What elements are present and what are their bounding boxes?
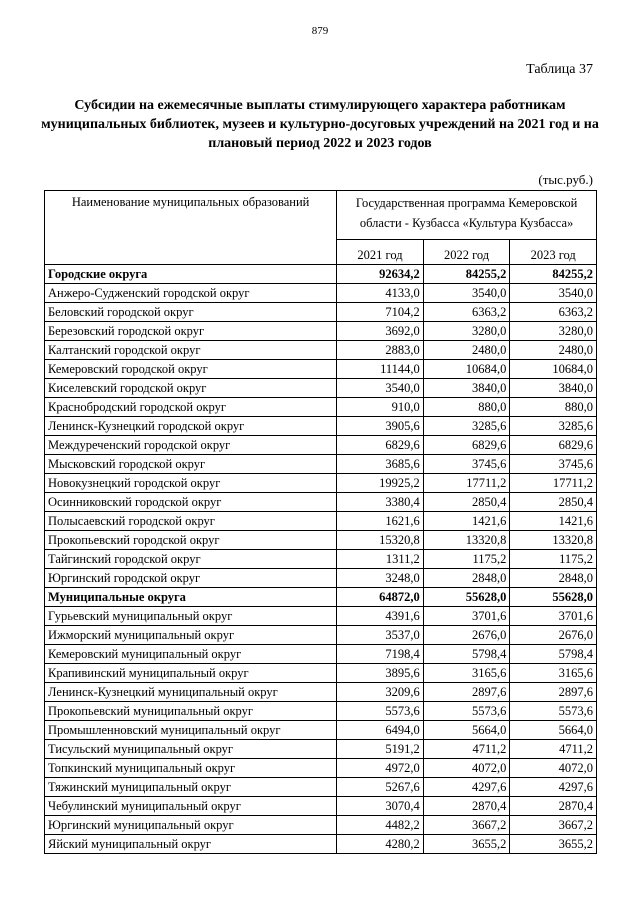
value-2023: 880,0 xyxy=(510,398,597,417)
table-row xyxy=(45,322,597,341)
value-2021: 7104,2 xyxy=(337,303,424,322)
value-2021: 3905,6 xyxy=(337,417,424,436)
municipality-name: Полысаевский городской округ xyxy=(45,512,337,531)
value-2022: 2676,0 xyxy=(423,626,510,645)
value-2022: 55628,0 xyxy=(423,588,510,607)
table-row xyxy=(45,398,597,417)
value-2023: 2870,4 xyxy=(510,797,597,816)
value-2021: 3895,6 xyxy=(337,664,424,683)
subsidies-table xyxy=(44,190,597,854)
value-2023: 2897,6 xyxy=(510,683,597,702)
value-2022: 5573,6 xyxy=(423,702,510,721)
header-year-2023: 2023 год xyxy=(510,240,597,265)
table-row xyxy=(45,816,597,835)
value-2022: 2850,4 xyxy=(423,493,510,512)
table-row xyxy=(45,607,597,626)
value-2021: 7198,4 xyxy=(337,645,424,664)
value-2021: 910,0 xyxy=(337,398,424,417)
group-row xyxy=(45,265,597,284)
header-year-2021: 2021 год xyxy=(337,240,424,265)
table-row xyxy=(45,645,597,664)
value-2022: 3701,6 xyxy=(423,607,510,626)
value-2023: 55628,0 xyxy=(510,588,597,607)
value-2023: 13320,8 xyxy=(510,531,597,550)
table-row xyxy=(45,417,597,436)
value-2023: 3840,0 xyxy=(510,379,597,398)
header-name-column: Наименование муниципальных образований xyxy=(45,191,337,265)
municipality-name: Новокузнецкий городской округ xyxy=(45,474,337,493)
value-2022: 2848,0 xyxy=(423,569,510,588)
municipality-name: Анжеро-Судженский городской округ xyxy=(45,284,337,303)
municipality-name: Топкинский муниципальный округ xyxy=(45,759,337,778)
value-2022: 880,0 xyxy=(423,398,510,417)
value-2021: 11144,0 xyxy=(337,360,424,379)
value-2021: 6494,0 xyxy=(337,721,424,740)
value-2022: 3540,0 xyxy=(423,284,510,303)
municipality-name: Промышленновский муниципальный округ xyxy=(45,721,337,740)
table-row xyxy=(45,702,597,721)
value-2021: 92634,2 xyxy=(337,265,424,284)
table-row xyxy=(45,778,597,797)
table-row xyxy=(45,303,597,322)
table-row xyxy=(45,721,597,740)
page-number: 879 xyxy=(311,25,329,37)
document-title: Субсидии на ежемесячные выплаты стимулирующего характера работникам муниципальных библиотек, музеев и культурно-досуговых учреждений на 2021 год и на плановый период 2022 и 2023 годов xyxy=(41,98,599,151)
value-2022: 13320,8 xyxy=(423,531,510,550)
table-row xyxy=(45,493,597,512)
value-2022: 5798,4 xyxy=(423,645,510,664)
municipality-name: Крапивинский муниципальный округ xyxy=(45,664,337,683)
value-2023: 5664,0 xyxy=(510,721,597,740)
municipality-name: Тяжинский муниципальный округ xyxy=(45,778,337,797)
municipality-name: Тисульский муниципальный округ xyxy=(45,740,337,759)
value-2023: 2850,4 xyxy=(510,493,597,512)
table-row xyxy=(45,664,597,683)
municipality-name: Прокопьевский городской округ xyxy=(45,531,337,550)
municipality-name: Краснобродский городской округ xyxy=(45,398,337,417)
value-2023: 1421,6 xyxy=(510,512,597,531)
value-2023: 3285,6 xyxy=(510,417,597,436)
value-2021: 3540,0 xyxy=(337,379,424,398)
value-2021: 2883,0 xyxy=(337,341,424,360)
value-2022: 5664,0 xyxy=(423,721,510,740)
value-2023: 1175,2 xyxy=(510,550,597,569)
table-row xyxy=(45,341,597,360)
value-2021: 19925,2 xyxy=(337,474,424,493)
value-2022: 1421,6 xyxy=(423,512,510,531)
value-2022: 3280,0 xyxy=(423,322,510,341)
municipality-name: Городские округа xyxy=(45,265,337,284)
table-row xyxy=(45,474,597,493)
value-2021: 3209,6 xyxy=(337,683,424,702)
municipality-name: Березовский городской округ xyxy=(45,322,337,341)
table-row xyxy=(45,360,597,379)
value-2023: 2480,0 xyxy=(510,341,597,360)
value-2023: 3280,0 xyxy=(510,322,597,341)
municipality-name: Ленинск-Кузнецкий городской округ xyxy=(45,417,337,436)
value-2023: 5573,6 xyxy=(510,702,597,721)
value-2023: 4072,0 xyxy=(510,759,597,778)
value-2021: 5267,6 xyxy=(337,778,424,797)
value-2023: 5798,4 xyxy=(510,645,597,664)
value-2021: 4280,2 xyxy=(337,835,424,854)
value-2022: 2870,4 xyxy=(423,797,510,816)
table-row xyxy=(45,436,597,455)
value-2022: 1175,2 xyxy=(423,550,510,569)
value-2022: 2897,6 xyxy=(423,683,510,702)
municipality-name: Киселевский городской округ xyxy=(45,379,337,398)
value-2022: 4072,0 xyxy=(423,759,510,778)
value-2023: 17711,2 xyxy=(510,474,597,493)
header-row xyxy=(45,191,597,240)
value-2021: 5191,2 xyxy=(337,740,424,759)
municipality-name: Осинниковский городской округ xyxy=(45,493,337,512)
value-2021: 1621,6 xyxy=(337,512,424,531)
value-2023: 3701,6 xyxy=(510,607,597,626)
municipality-name: Калтанский городской округ xyxy=(45,341,337,360)
value-2023: 84255,2 xyxy=(510,265,597,284)
municipality-name: Яйский муниципальный округ xyxy=(45,835,337,854)
value-2023: 6363,2 xyxy=(510,303,597,322)
table-label: Таблица 37 xyxy=(526,62,593,77)
value-2022: 17711,2 xyxy=(423,474,510,493)
units-label: (тыс.руб.) xyxy=(538,172,593,187)
value-2023: 4711,2 xyxy=(510,740,597,759)
group-row xyxy=(45,588,597,607)
value-2022: 10684,0 xyxy=(423,360,510,379)
table-body xyxy=(45,265,597,854)
table-row xyxy=(45,759,597,778)
value-2021: 3537,0 xyxy=(337,626,424,645)
municipality-name: Чебулинский муниципальный округ xyxy=(45,797,337,816)
municipality-name: Междуреченский городской округ xyxy=(45,436,337,455)
table-row xyxy=(45,740,597,759)
value-2021: 4482,2 xyxy=(337,816,424,835)
value-2021: 64872,0 xyxy=(337,588,424,607)
value-2023: 10684,0 xyxy=(510,360,597,379)
value-2021: 3692,0 xyxy=(337,322,424,341)
municipality-name: Ленинск-Кузнецкий муниципальный округ xyxy=(45,683,337,702)
municipality-name: Гурьевский муниципальный округ xyxy=(45,607,337,626)
table-row xyxy=(45,512,597,531)
municipality-name: Юргинский муниципальный округ xyxy=(45,816,337,835)
value-2021: 4133,0 xyxy=(337,284,424,303)
table-row xyxy=(45,379,597,398)
municipality-name: Мысковский городской округ xyxy=(45,455,337,474)
municipality-name: Ижморский муниципальный округ xyxy=(45,626,337,645)
value-2022: 3745,6 xyxy=(423,455,510,474)
table-row xyxy=(45,683,597,702)
table-row xyxy=(45,284,597,303)
value-2021: 3685,6 xyxy=(337,455,424,474)
value-2022: 3165,6 xyxy=(423,664,510,683)
value-2021: 5573,6 xyxy=(337,702,424,721)
value-2022: 6829,6 xyxy=(423,436,510,455)
value-2022: 3655,2 xyxy=(423,835,510,854)
municipality-name: Кемеровский муниципальный округ xyxy=(45,645,337,664)
table-row xyxy=(45,455,597,474)
value-2022: 6363,2 xyxy=(423,303,510,322)
municipality-name: Беловский городской округ xyxy=(45,303,337,322)
municipality-name: Муниципальные округа xyxy=(45,588,337,607)
municipality-name: Юргинский городской округ xyxy=(45,569,337,588)
value-2021: 1311,2 xyxy=(337,550,424,569)
value-2023: 2848,0 xyxy=(510,569,597,588)
value-2023: 3655,2 xyxy=(510,835,597,854)
value-2021: 4972,0 xyxy=(337,759,424,778)
value-2023: 2676,0 xyxy=(510,626,597,645)
value-2022: 84255,2 xyxy=(423,265,510,284)
value-2021: 15320,8 xyxy=(337,531,424,550)
value-2022: 3840,0 xyxy=(423,379,510,398)
value-2022: 4297,6 xyxy=(423,778,510,797)
value-2023: 3667,2 xyxy=(510,816,597,835)
table-row xyxy=(45,797,597,816)
table-row xyxy=(45,626,597,645)
municipality-name: Прокопьевский муниципальный округ xyxy=(45,702,337,721)
value-2023: 3540,0 xyxy=(510,284,597,303)
value-2021: 3070,4 xyxy=(337,797,424,816)
header-program: Государственная программа Кемеровской области - Кузбасса «Культура Кузбасса» xyxy=(337,191,597,240)
value-2023: 3165,6 xyxy=(510,664,597,683)
table-row xyxy=(45,569,597,588)
table-row xyxy=(45,531,597,550)
table-row xyxy=(45,550,597,569)
value-2022: 2480,0 xyxy=(423,341,510,360)
municipality-name: Тайгинский городской округ xyxy=(45,550,337,569)
value-2022: 3285,6 xyxy=(423,417,510,436)
value-2022: 3667,2 xyxy=(423,816,510,835)
value-2023: 4297,6 xyxy=(510,778,597,797)
table-row xyxy=(45,835,597,854)
value-2023: 3745,6 xyxy=(510,455,597,474)
value-2021: 3380,4 xyxy=(337,493,424,512)
value-2023: 6829,6 xyxy=(510,436,597,455)
value-2021: 6829,6 xyxy=(337,436,424,455)
value-2022: 4711,2 xyxy=(423,740,510,759)
municipality-name: Кемеровский городской округ xyxy=(45,360,337,379)
value-2021: 4391,6 xyxy=(337,607,424,626)
header-year-2022: 2022 год xyxy=(423,240,510,265)
value-2021: 3248,0 xyxy=(337,569,424,588)
